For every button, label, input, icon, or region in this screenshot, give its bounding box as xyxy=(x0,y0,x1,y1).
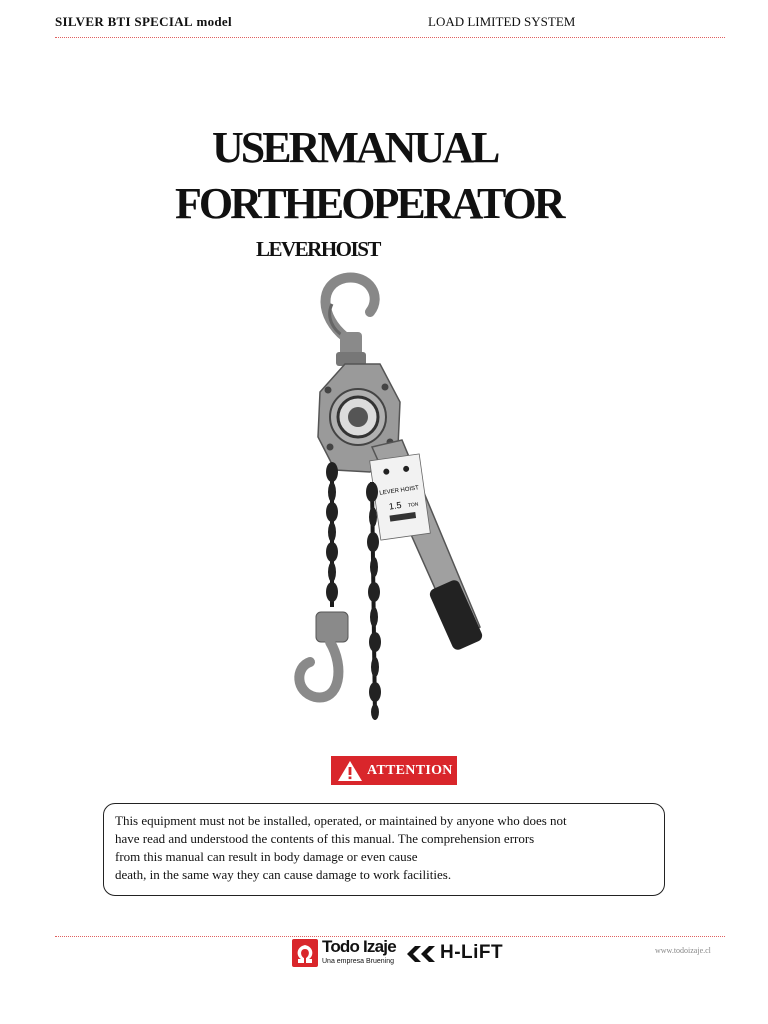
label-product-name: LEVER HOIST xyxy=(379,485,420,497)
notice-line: from this manual can result in body damage or even cause xyxy=(115,849,418,864)
label-unit: TON xyxy=(407,501,419,509)
h-lift-logo-text: H-LiFT xyxy=(440,942,504,963)
notice-line: death, in the same way they can cause damage to work facilities. xyxy=(115,867,452,882)
title-line-1: USERMANUAL xyxy=(212,123,498,172)
model-name: SILVER BTI SPECIAL model xyxy=(55,14,232,29)
lever-hoist-image xyxy=(290,272,510,722)
website-url: www.todoizaje.cl xyxy=(655,946,711,955)
label-capacity: 1.5 xyxy=(388,499,403,512)
notice-line: This equipment must not be installed, operated, or maintained by anyone who does not xyxy=(115,813,567,828)
notice-line: have read and understood the contents of this manual. The comprehension errors xyxy=(115,831,535,846)
title-line-2: FORTHEOPERATOR xyxy=(175,179,563,228)
footer-logos xyxy=(292,937,522,971)
attention-label: ATTENTION xyxy=(367,762,453,778)
header-divider xyxy=(55,37,725,38)
attention-banner xyxy=(331,756,457,785)
subtitle: LEVERHOIST xyxy=(256,237,380,261)
page-header xyxy=(55,14,725,34)
todo-izaje-logo-icon xyxy=(292,939,318,967)
todo-izaje-logo-text: Todo Izaje xyxy=(322,937,396,956)
todo-izaje-tagline: Una empresa Bruening xyxy=(322,958,394,965)
warning-triangle-icon xyxy=(337,760,363,782)
warning-notice-box xyxy=(103,803,665,896)
system-name: LOAD LIMITED SYSTEM xyxy=(428,14,576,29)
h-lift-logo-icon xyxy=(405,945,439,963)
